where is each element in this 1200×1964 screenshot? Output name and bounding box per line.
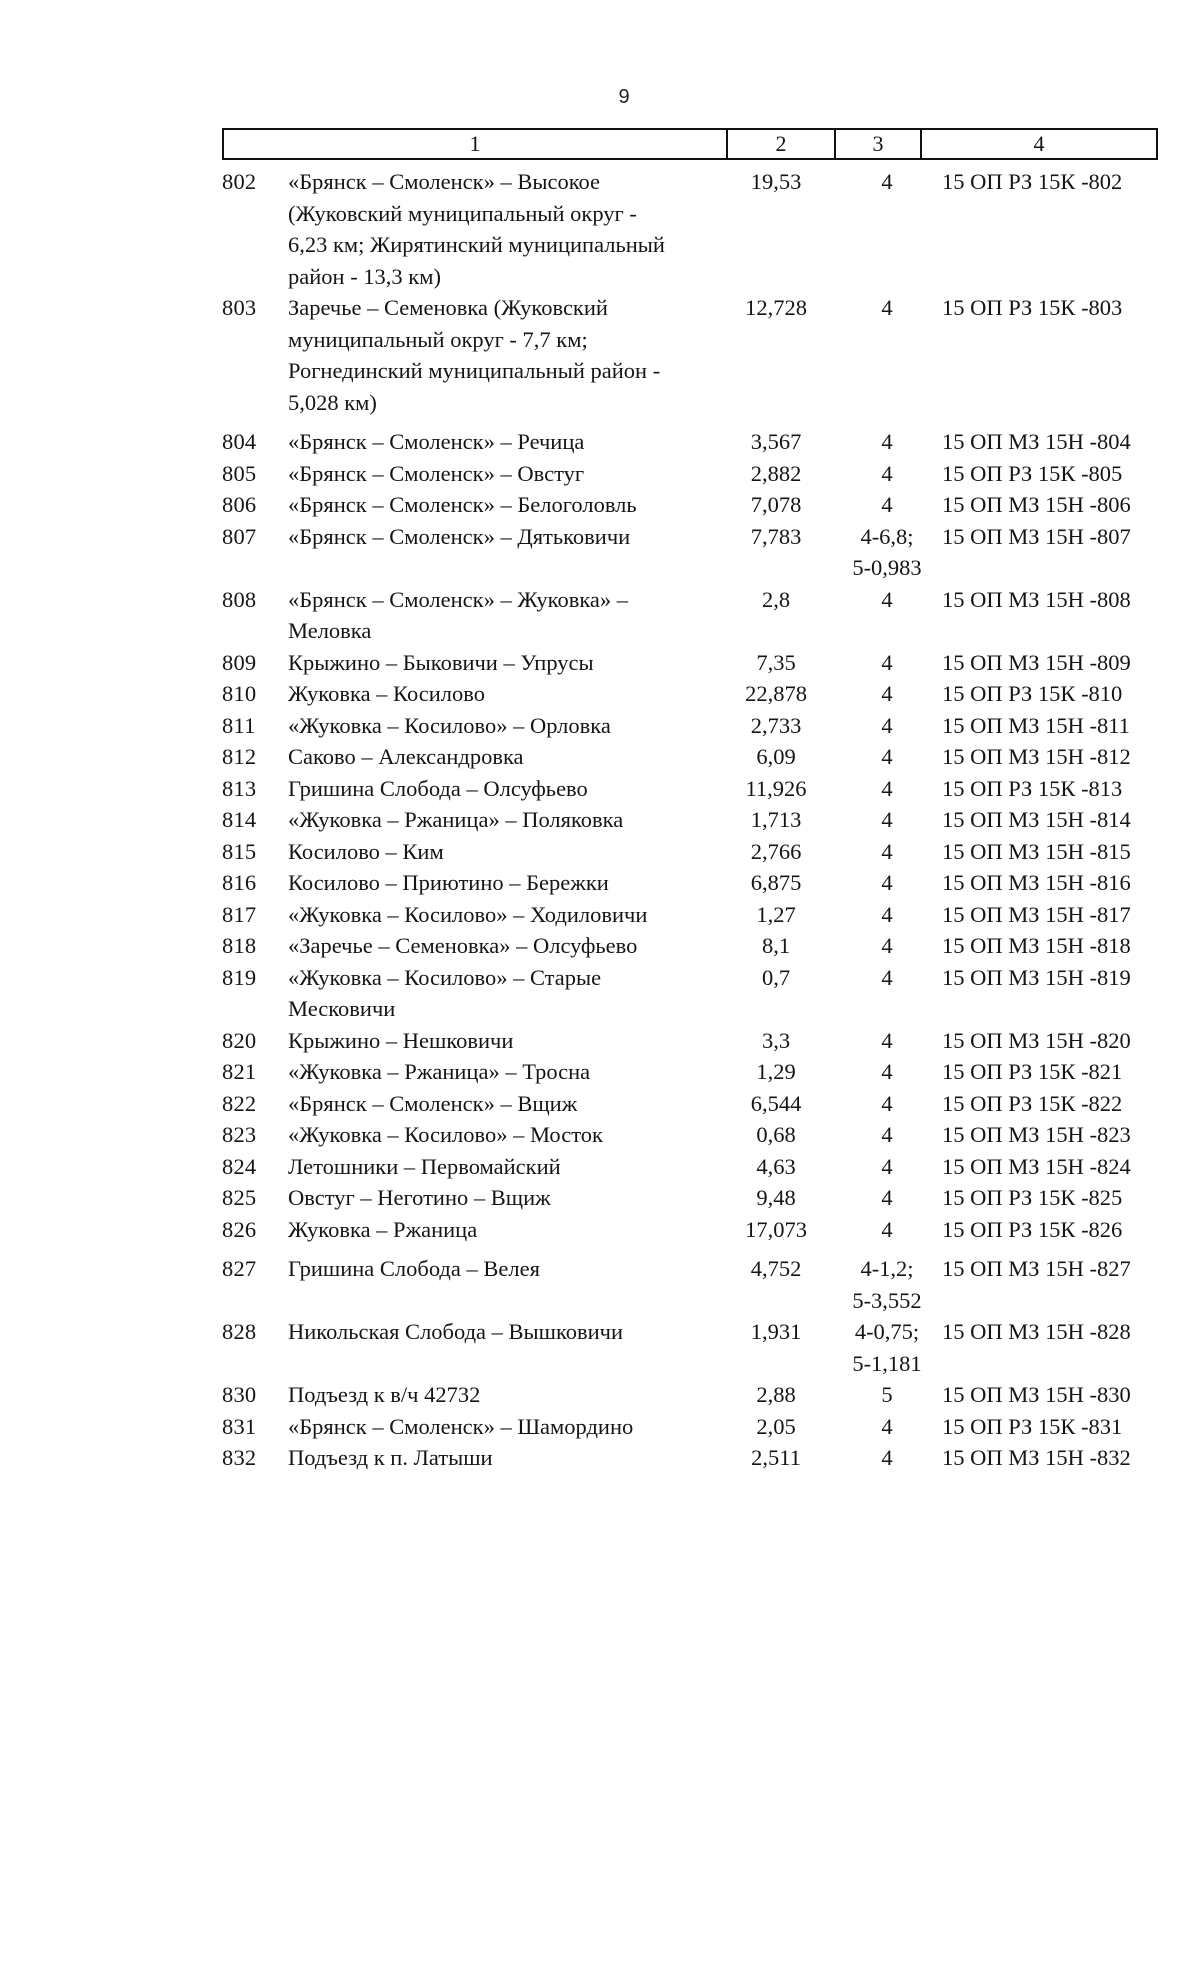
road-name: Заречье – Семеновка (Жуковский муниципальный округ - 7,7 км; Рогнединский муниципальный район - 5,028 км)	[288, 295, 661, 415]
road-category: 4	[881, 1153, 893, 1179]
table-row	[222, 647, 1172, 679]
road-category: 4	[881, 1216, 893, 1242]
table-row	[222, 1411, 1172, 1443]
road-name: «Брянск – Смоленск» – Высокое (Жуковский муниципальный округ - 6,23 км; Жирятинский муниципальный район - 13,3 км)	[288, 169, 665, 289]
road-code: 15 ОП РЗ 15К -813	[942, 775, 1123, 801]
table-row	[222, 1088, 1172, 1120]
road-name: «Брянск – Смоленск» – Дятьковичи	[288, 523, 631, 549]
road-length: 17,073	[745, 1216, 807, 1242]
road-category: 4-1,2; 5-3,552	[852, 1256, 922, 1313]
road-category: 4	[881, 1027, 893, 1053]
road-code: 15 ОП РЗ 15К -810	[942, 681, 1123, 706]
road-length: 4,63	[756, 1153, 796, 1179]
row-number: 828	[222, 1319, 257, 1344]
road-category: 4	[881, 492, 893, 517]
table-row	[222, 710, 1172, 742]
road-name: «Брянск – Смоленск» – Белоголовль	[288, 492, 637, 517]
road-length: 7,35	[756, 649, 796, 675]
table-row	[222, 930, 1172, 962]
road-code: 15 ОП МЗ 15Н -824	[942, 1153, 1131, 1179]
table-row	[222, 292, 1172, 418]
road-code: 15 ОП МЗ 15Н -811	[942, 712, 1130, 738]
road-length: 11,926	[745, 775, 807, 801]
road-code: 15 ОП РЗ 15К -821	[942, 1059, 1123, 1084]
header-col-1: 1	[224, 130, 728, 158]
road-code: 15 ОП МЗ 15Н -830	[942, 1382, 1131, 1407]
road-name: Косилово – Ким	[288, 838, 444, 864]
road-code: 15 ОП МЗ 15Н -815	[942, 838, 1131, 864]
road-code: 15 ОП МЗ 15Н -827	[942, 1256, 1131, 1281]
road-name: Жуковка – Ржаница	[288, 1216, 478, 1242]
row-number: 824	[222, 1153, 257, 1179]
row-number: 819	[222, 964, 257, 990]
road-category: 4	[881, 1413, 893, 1439]
road-code: 15 ОП МЗ 15Н -817	[942, 901, 1131, 927]
table-row	[222, 899, 1172, 931]
row-number: 809	[222, 649, 257, 675]
row-number: 823	[222, 1122, 257, 1147]
road-name: Никольская Слобода – Вышковичи	[288, 1319, 624, 1344]
table-row	[222, 1253, 1172, 1316]
table-row	[222, 166, 1172, 292]
page-number: 9	[618, 86, 630, 108]
road-length: 9,48	[756, 1185, 796, 1210]
table-row	[222, 773, 1172, 805]
road-length: 4,752	[750, 1256, 802, 1281]
road-category: 5	[881, 1382, 893, 1407]
row-number: 802	[222, 169, 257, 194]
row-number: 816	[222, 870, 257, 895]
road-code: 15 ОП МЗ 15Н -812	[942, 744, 1131, 769]
road-name: «Жуковка – Ржаница» – Тросна	[288, 1059, 591, 1084]
road-code: 15 ОП МЗ 15Н -809	[942, 649, 1131, 675]
road-length: 1,713	[750, 807, 802, 832]
road-length: 22,878	[745, 681, 807, 706]
row-number: 818	[222, 933, 257, 958]
table-row	[222, 1025, 1172, 1057]
road-category: 4	[881, 933, 893, 958]
table-row	[222, 1442, 1172, 1474]
road-length: 6,544	[750, 1090, 802, 1116]
table-row	[222, 1151, 1172, 1183]
road-category: 4-6,8; 5-0,983	[852, 523, 922, 580]
road-name: «Жуковка – Ржаница» – Поляковка	[288, 807, 624, 832]
road-category: 4	[881, 681, 893, 706]
road-category: 4	[881, 712, 893, 738]
row-number: 803	[222, 295, 257, 320]
row-number: 807	[222, 523, 257, 549]
table-row	[222, 1182, 1172, 1214]
table-row	[222, 867, 1172, 899]
row-number: 815	[222, 838, 257, 864]
road-name: Овстуг – Неготино – Вщиж	[288, 1185, 551, 1210]
road-name: «Жуковка – Косилово» – Старые Месковичи	[288, 964, 602, 1021]
road-category: 4	[881, 295, 893, 320]
road-name: «Заречье – Семеновка» – Олсуфьево	[288, 933, 638, 958]
road-name: Гришина Слобода – Велея	[288, 1256, 540, 1281]
road-code: 15 ОП МЗ 15Н -823	[942, 1122, 1131, 1147]
road-name: «Жуковка – Косилово» – Ходиловичи	[288, 901, 648, 927]
road-category: 4-0,75; 5-1,181	[852, 1319, 922, 1376]
road-category: 4	[881, 460, 893, 486]
row-number: 822	[222, 1090, 257, 1116]
row-number: 832	[222, 1445, 257, 1470]
road-length: 2,766	[750, 838, 802, 864]
road-code: 15 ОП РЗ 15К -802	[942, 169, 1123, 194]
row-number: 805	[222, 460, 257, 486]
road-category: 4	[881, 1122, 893, 1147]
road-name: Подъезд к п. Латыши	[288, 1445, 493, 1470]
road-length: 3,3	[761, 1027, 791, 1053]
road-category: 4	[881, 775, 893, 801]
road-category: 4	[881, 429, 893, 454]
road-code: 15 ОП МЗ 15Н -832	[942, 1445, 1131, 1470]
row-number: 826	[222, 1216, 257, 1242]
road-name: «Брянск – Смоленск» – Вщиж	[288, 1090, 578, 1116]
table-row	[222, 458, 1172, 490]
road-category: 4	[881, 807, 893, 832]
road-length: 2,05	[756, 1413, 796, 1439]
row-number: 825	[222, 1185, 257, 1210]
road-name: «Жуковка – Косилово» – Орловка	[288, 712, 611, 738]
road-length: 3,567	[750, 429, 802, 454]
road-name: Летошники – Первомайский	[288, 1153, 561, 1179]
road-length: 8,1	[761, 933, 791, 958]
road-category: 4	[881, 838, 893, 864]
road-category: 4	[881, 169, 893, 194]
road-code: 15 ОП РЗ 15К -825	[942, 1185, 1123, 1210]
road-length: 12,728	[745, 295, 807, 320]
row-number: 810	[222, 681, 257, 706]
road-category: 4	[881, 870, 893, 895]
road-code: 15 ОП МЗ 15Н -819	[942, 964, 1131, 990]
road-name: Косилово – Приютино – Бережки	[288, 870, 609, 895]
road-code: 15 ОП МЗ 15Н -814	[942, 807, 1131, 832]
table-row	[222, 1119, 1172, 1151]
row-number: 831	[222, 1413, 257, 1439]
road-length: 0,68	[756, 1122, 796, 1147]
road-code: 15 ОП МЗ 15Н -806	[942, 492, 1131, 517]
road-code: 15 ОП МЗ 15Н -808	[942, 586, 1131, 612]
road-length: 6,09	[756, 744, 796, 769]
road-category: 4	[881, 744, 893, 769]
road-name: Подъезд к в/ч 42732	[288, 1382, 481, 1407]
road-category: 4	[881, 649, 893, 675]
road-category: 4	[881, 586, 893, 612]
road-name: Саково – Александровка	[288, 744, 524, 769]
row-number: 827	[222, 1256, 257, 1281]
row-number: 808	[222, 586, 257, 612]
road-length: 1,931	[750, 1319, 802, 1344]
row-number: 806	[222, 492, 257, 517]
row-number: 821	[222, 1059, 257, 1084]
road-code: 15 ОП МЗ 15Н -807	[942, 523, 1131, 549]
road-name: «Брянск – Смоленск» – Речица	[288, 429, 585, 454]
road-length: 2,733	[750, 712, 802, 738]
row-number: 811	[222, 712, 256, 738]
row-number: 812	[222, 744, 257, 769]
road-length: 2,8	[761, 586, 791, 612]
table-row	[222, 678, 1172, 710]
table-row	[222, 1214, 1172, 1246]
road-code: 15 ОП РЗ 15К -805	[942, 460, 1123, 486]
table-body	[222, 166, 1172, 1474]
road-length: 1,27	[756, 901, 796, 927]
table-row	[222, 836, 1172, 868]
row-number: 820	[222, 1027, 257, 1053]
road-name: «Брянск – Смоленск» – Овстуг	[288, 460, 585, 486]
road-code: 15 ОП РЗ 15К -826	[942, 1216, 1123, 1242]
road-code: 15 ОП МЗ 15Н -828	[942, 1319, 1131, 1344]
road-length: 19,53	[750, 169, 802, 194]
road-length: 7,078	[750, 492, 802, 517]
table-row	[222, 584, 1172, 647]
table-row	[222, 741, 1172, 773]
header-col-4: 4	[1033, 131, 1045, 156]
road-length: 2,88	[756, 1382, 796, 1407]
road-name: Крыжино – Быковичи – Упрусы	[288, 649, 594, 675]
row-number: 804	[222, 429, 257, 454]
table-header	[222, 128, 1158, 160]
road-code: 15 ОП МЗ 15Н -820	[942, 1027, 1131, 1053]
row-number: 814	[222, 807, 257, 832]
road-length: 2,882	[750, 460, 802, 486]
table-row	[222, 1056, 1172, 1088]
road-name: «Жуковка – Косилово» – Мосток	[288, 1122, 603, 1147]
road-category: 4	[881, 1185, 893, 1210]
road-code: 15 ОП МЗ 15Н -818	[942, 933, 1131, 958]
road-category: 4	[881, 1445, 893, 1470]
road-code: 15 ОП РЗ 15К -831	[942, 1413, 1123, 1439]
table-row	[222, 1316, 1172, 1379]
road-code: 15 ОП МЗ 15Н -804	[942, 429, 1131, 454]
road-length: 2,511	[751, 1445, 801, 1470]
header-col-3: 3	[836, 130, 922, 158]
row-number: 817	[222, 901, 257, 927]
road-name: Жуковка – Косилово	[288, 681, 485, 706]
road-name: Крыжино – Нешковичи	[288, 1027, 514, 1053]
table-row	[222, 489, 1172, 521]
table-row	[222, 426, 1172, 458]
road-name: Гришина Слобода – Олсуфьево	[288, 775, 588, 801]
road-name: «Брянск – Смоленск» – Жуковка» – Меловка	[288, 586, 629, 643]
road-name: «Брянск – Смоленск» – Шамордино	[288, 1413, 634, 1439]
row-number: 830	[222, 1382, 257, 1407]
road-length: 7,783	[750, 523, 802, 549]
road-length: 0,7	[761, 964, 791, 990]
road-code: 15 ОП РЗ 15К -822	[942, 1090, 1123, 1116]
table-row	[222, 521, 1172, 584]
road-category: 4	[881, 1059, 893, 1084]
header-col-2: 2	[728, 130, 836, 158]
road-length: 1,29	[756, 1059, 796, 1084]
road-length: 6,875	[750, 870, 802, 895]
road-code: 15 ОП МЗ 15Н -816	[942, 870, 1131, 895]
road-category: 4	[881, 1090, 893, 1116]
road-category: 4	[881, 964, 893, 990]
road-category: 4	[881, 901, 893, 927]
road-code: 15 ОП РЗ 15К -803	[942, 295, 1123, 320]
row-number: 813	[222, 775, 257, 801]
table-row	[222, 1379, 1172, 1411]
table-row	[222, 804, 1172, 836]
table-row	[222, 962, 1172, 1025]
